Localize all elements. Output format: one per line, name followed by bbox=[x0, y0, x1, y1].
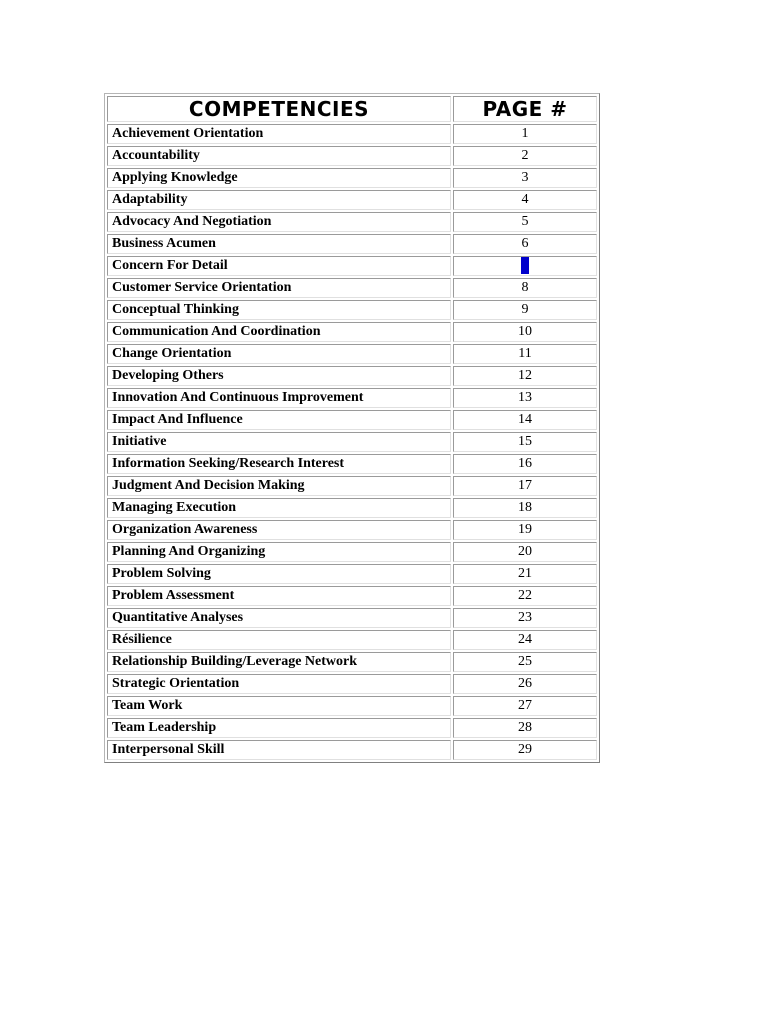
competency-name[interactable]: Team Work bbox=[107, 696, 451, 716]
competency-name[interactable]: Organization Awareness bbox=[107, 520, 451, 540]
table-row bbox=[107, 366, 597, 386]
competency-name[interactable]: Conceptual Thinking bbox=[107, 300, 451, 320]
page-number[interactable]: 3 bbox=[453, 168, 597, 188]
competency-name[interactable]: Interpersonal Skill bbox=[107, 740, 451, 760]
competency-name[interactable]: Quantitative Analyses bbox=[107, 608, 451, 628]
page-number[interactable]: 8 bbox=[453, 278, 597, 298]
competency-name[interactable]: Judgment And Decision Making bbox=[107, 476, 451, 496]
table-row bbox=[107, 322, 597, 342]
table-row bbox=[107, 564, 597, 584]
table-row bbox=[107, 432, 597, 452]
page-number[interactable]: 14 bbox=[453, 410, 597, 430]
competency-name[interactable]: Planning And Organizing bbox=[107, 542, 451, 562]
page-number[interactable]: 13 bbox=[453, 388, 597, 408]
page-number[interactable]: 19 bbox=[453, 520, 597, 540]
competency-name[interactable]: Concern For Detail bbox=[107, 256, 451, 276]
table-row bbox=[107, 674, 597, 694]
competency-name[interactable]: Innovation And Continuous Improvement bbox=[107, 388, 451, 408]
page-number[interactable]: 28 bbox=[453, 718, 597, 738]
header-row bbox=[107, 96, 597, 122]
page-number[interactable]: 16 bbox=[453, 454, 597, 474]
competency-name[interactable]: Information Seeking/Research Interest bbox=[107, 454, 451, 474]
competency-name[interactable]: Team Leadership bbox=[107, 718, 451, 738]
page-number[interactable]: 6 bbox=[453, 234, 597, 254]
page-number[interactable]: 21 bbox=[453, 564, 597, 584]
page-number[interactable]: 27 bbox=[453, 696, 597, 716]
table-row bbox=[107, 212, 597, 232]
competency-name[interactable]: Business Acumen bbox=[107, 234, 451, 254]
competency-name[interactable]: Achievement Orientation bbox=[107, 124, 451, 144]
competency-name[interactable]: Résilience bbox=[107, 630, 451, 650]
table-row bbox=[107, 410, 597, 430]
text-selection-highlight[interactable] bbox=[521, 257, 529, 274]
competency-name[interactable]: Accountability bbox=[107, 146, 451, 166]
page-number[interactable]: 29 bbox=[453, 740, 597, 760]
competency-name[interactable]: Managing Execution bbox=[107, 498, 451, 518]
page-number[interactable]: 18 bbox=[453, 498, 597, 518]
competency-name[interactable]: Problem Assessment bbox=[107, 586, 451, 606]
competency-name[interactable]: Strategic Orientation bbox=[107, 674, 451, 694]
page-number[interactable]: 2 bbox=[453, 146, 597, 166]
table-row bbox=[107, 696, 597, 716]
table-row bbox=[107, 124, 597, 144]
page-number[interactable]: 1 bbox=[453, 124, 597, 144]
competencies-table bbox=[104, 93, 600, 763]
page-number[interactable]: 5 bbox=[453, 212, 597, 232]
table-row bbox=[107, 476, 597, 496]
table-row bbox=[107, 146, 597, 166]
table-row bbox=[107, 542, 597, 562]
header-page-number: PAGE # bbox=[453, 96, 597, 122]
competency-name[interactable]: Initiative bbox=[107, 432, 451, 452]
table-row bbox=[107, 190, 597, 210]
table-row bbox=[107, 256, 597, 276]
page-number[interactable]: 23 bbox=[453, 608, 597, 628]
competency-name[interactable]: Impact And Influence bbox=[107, 410, 451, 430]
table-row bbox=[107, 168, 597, 188]
competency-name[interactable]: Advocacy And Negotiation bbox=[107, 212, 451, 232]
page-number[interactable]: 25 bbox=[453, 652, 597, 672]
table-row bbox=[107, 652, 597, 672]
page-number[interactable]: 15 bbox=[453, 432, 597, 452]
page-number[interactable]: 10 bbox=[453, 322, 597, 342]
header-competencies: COMPETENCIES bbox=[107, 96, 451, 122]
competency-name[interactable]: Relationship Building/Leverage Network bbox=[107, 652, 451, 672]
page-number[interactable]: 26 bbox=[453, 674, 597, 694]
table-row bbox=[107, 454, 597, 474]
page-number-selected[interactable] bbox=[453, 256, 597, 276]
competency-name[interactable]: Developing Others bbox=[107, 366, 451, 386]
table-row bbox=[107, 718, 597, 738]
table-body bbox=[107, 124, 597, 760]
table-row bbox=[107, 740, 597, 760]
page-number[interactable]: 12 bbox=[453, 366, 597, 386]
page-number[interactable]: 9 bbox=[453, 300, 597, 320]
competency-name[interactable]: Problem Solving bbox=[107, 564, 451, 584]
page-number[interactable]: 17 bbox=[453, 476, 597, 496]
competency-name[interactable]: Customer Service Orientation bbox=[107, 278, 451, 298]
table-row bbox=[107, 344, 597, 364]
table-row bbox=[107, 630, 597, 650]
page-number[interactable]: 20 bbox=[453, 542, 597, 562]
table-row bbox=[107, 520, 597, 540]
competency-name[interactable]: Adaptability bbox=[107, 190, 451, 210]
competency-name[interactable]: Communication And Coordination bbox=[107, 322, 451, 342]
table-row bbox=[107, 608, 597, 628]
table-row bbox=[107, 388, 597, 408]
table-row bbox=[107, 300, 597, 320]
table-row bbox=[107, 586, 597, 606]
page-number[interactable]: 11 bbox=[453, 344, 597, 364]
table-row bbox=[107, 234, 597, 254]
page-number[interactable]: 24 bbox=[453, 630, 597, 650]
competency-name[interactable]: Applying Knowledge bbox=[107, 168, 451, 188]
table-row bbox=[107, 498, 597, 518]
page-number[interactable]: 22 bbox=[453, 586, 597, 606]
page-number[interactable]: 4 bbox=[453, 190, 597, 210]
competency-name[interactable]: Change Orientation bbox=[107, 344, 451, 364]
table-row bbox=[107, 278, 597, 298]
